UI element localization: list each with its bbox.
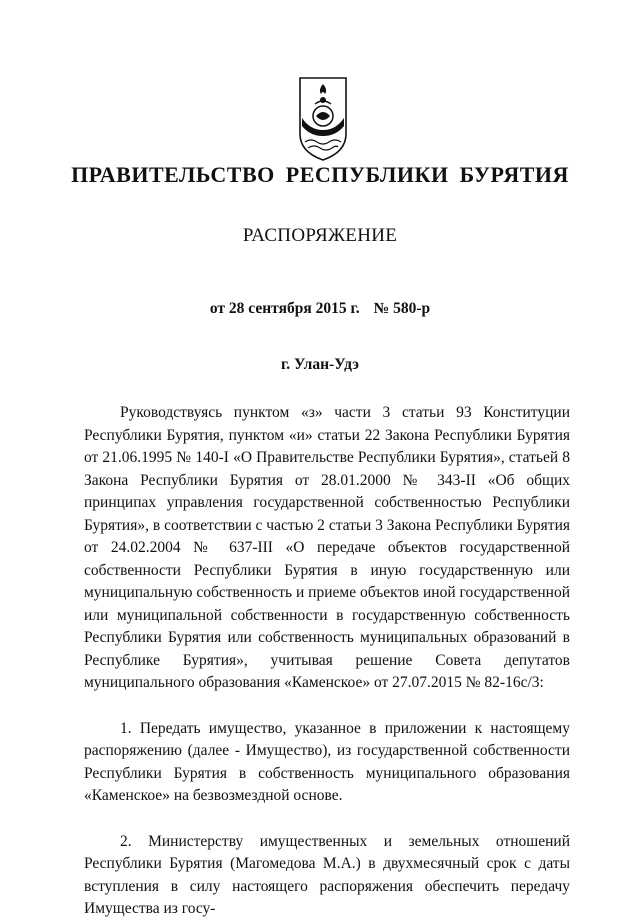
place-of-issue: г. Улан-Удэ [280, 356, 359, 373]
date-number-line [0, 300, 640, 318]
government-heading: ПРАВИТЕЛЬСТВО РЕСПУБЛИКИ БУРЯТИЯ [71, 162, 569, 187]
document-type-title: РАСПОРЯЖЕНИЕ [242, 225, 398, 246]
document-date: от 28 сентября 2015 г. [209, 300, 360, 317]
coat-of-arms-emblem [296, 72, 350, 164]
document-body [84, 402, 570, 921]
item-1-paragraph: 1. Передать имущество, указанное в приложении к настоящему распоряжению (далее - Имущество), из государственной собственности Республики Бурятия в собственность муниципального образования «Каменское» на безвозмездной основе. [84, 719, 570, 804]
document-number: № 580-р [373, 300, 431, 317]
preamble-paragraph: Руководствуясь пунктом «з» части 3 статьи 93 Конституции Республики Бурятия, пунктом «и» статьи 22 Закона Республики Бурятия от 21.06.1995 № 140-I «О Правительстве Республики Бурятия», статьей 8 Закона Республики Бурятия от 28.01.2000 № 343-II «Об общих принципах управления государственной собственностью Республики Бурятия», в соответствии с частью 2 статьи 3 Закона Республики Бурятия от 24.02.2004 № 637-III «О передаче объектов государственной собственности Республики Бурятия в иную государственную или муниципальную собственность и приеме объектов иной государственной или муниципальной собственности в государственную собственность Республики Бурятия или собственность муниципальных образований в Республике Бурятия», учитывая решение Совета депутатов муниципального образования «Каменское» от 27.07.2015 № 82-16с/3: [84, 404, 570, 691]
item-2-paragraph: 2. Министерству имущественных и земельных отношений Республики Бурятия (Магомедова М.А.) в двухмесячный срок с даты вступления в силу настоящего распоряжения обеспечить передачу Имущества из госу- [84, 832, 570, 917]
